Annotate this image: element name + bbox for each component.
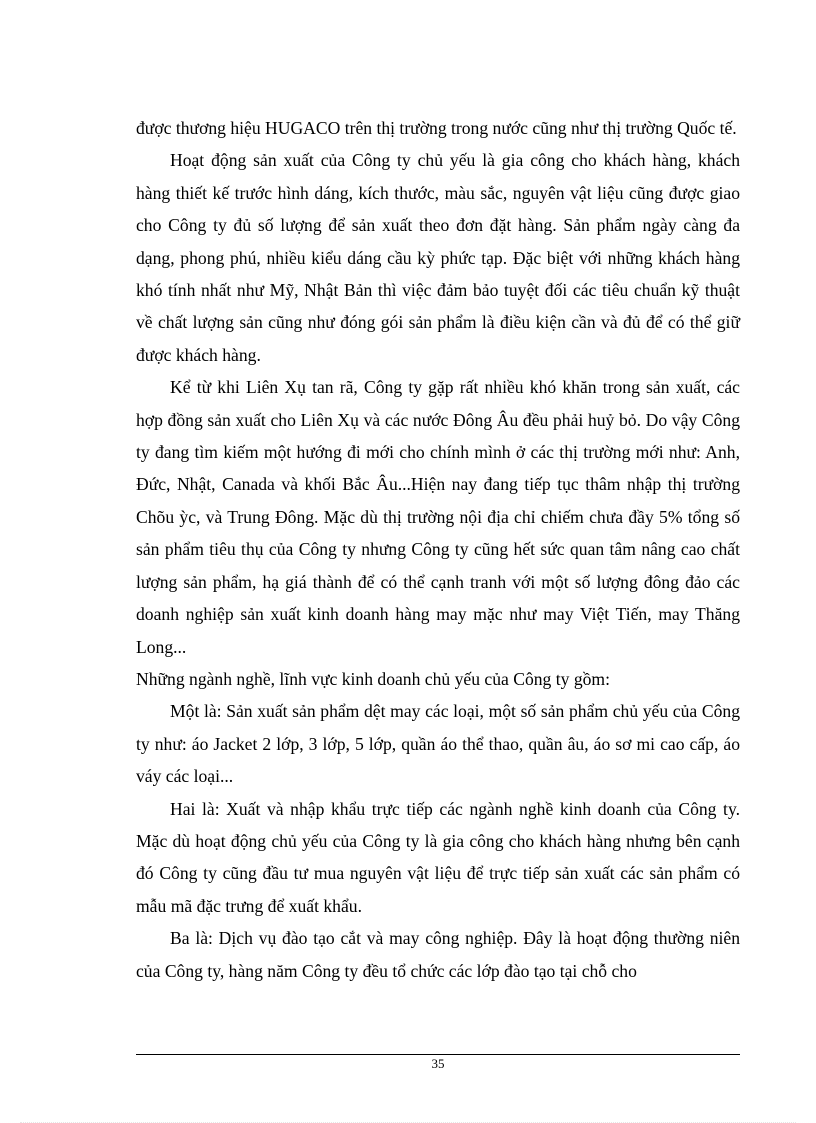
- paragraph-4: Những ngành nghề, lĩnh vực kinh doanh chủ yếu của Công ty gồm:: [136, 668, 610, 689]
- page-number: 35: [431, 1056, 445, 1071]
- paragraph-5: Một là: Sản xuất sản phẩm dệt may các loại, một số sản phẩm chủ yếu của Công ty như: áo Jacket 2 lớp, 3 lớp, 5 lớp, quần áo thể thao, quần âu, áo sơ mi cao cấp, áo váy các loại...: [136, 701, 740, 787]
- document-body: [136, 112, 740, 987]
- paragraph-2: Hoạt động sản xuất của Công ty chủ yếu là gia công cho khách hàng, khách hàng thiết kế trước hình dáng, kích thước, màu sắc, nguyên vật liệu cũng được giao cho Công ty đủ số lượng để sản xuất theo đơn đặt hàng. Sản phẩm ngày càng đa dạng, phong phú, nhiều kiểu dáng cầu kỳ phức tạp. Đặc biệt với những khách hàng khó tính nhất như Mỹ, Nhật Bản thì việc đảm bảo tuyệt đối các tiêu chuẩn kỹ thuật về chất lượng sản cũng như đóng gói sản phẩm là điều kiện cần và đủ để có thể giữ được khách hàng.: [136, 150, 740, 365]
- paragraph-1: được thương hiệu HUGACO trên thị trường trong nước cũng như thị trường Quốc tế.: [136, 118, 737, 138]
- paragraph-7: Ba là: Dịch vụ đào tạo cắt và may công nghiệp. Đây là hoạt động thường niên của Công ty, hàng năm Công ty đều tổ chức các lớp đào tạo tại chỗ cho: [136, 928, 740, 981]
- paragraph-6: Hai là: Xuất và nhập khẩu trực tiếp các ngành nghề kinh doanh của Công ty. Mặc dù hoạt động chủ yếu của Công ty là gia công cho khách hàng nhưng bên cạnh đó Công ty cũng đầu tư mua nguyên vật liệu để trực tiếp sản xuất các sản phẩm có mẫu mã đặc trưng để xuất khẩu.: [136, 798, 740, 916]
- paragraph-3: Kể từ khi Liên Xụ tan rã, Công ty gặp rất nhiều khó khăn trong sản xuất, các hợp đồng sản xuất cho Liên Xụ và các nước Đông Âu đều phải huỷ bỏ. Do vậy Công ty đang tìm kiếm một hướng đi mới cho chính mình ở các thị trường mới như: Anh, Đức, Nhật, Canada và khối Bắc Âu...Hiện nay đang tiếp tục thâm nhập thị trường Chõu ỳc, và Trung Đông. Mặc dù thị trường nội địa chỉ chiếm chưa đầy 5% tổng số sản phẩm tiêu thụ của Công ty nhưng Công ty cũng hết sức quan tâm nâng cao chất lượng sản phẩm, hạ giá thành để có thể cạnh tranh với một số lượng đông đảo các doanh nghiệp sản xuất kinh doanh hàng may mặc như may Việt Tiến, may Thăng Long...: [136, 377, 740, 657]
- footer-divider: [136, 1054, 740, 1055]
